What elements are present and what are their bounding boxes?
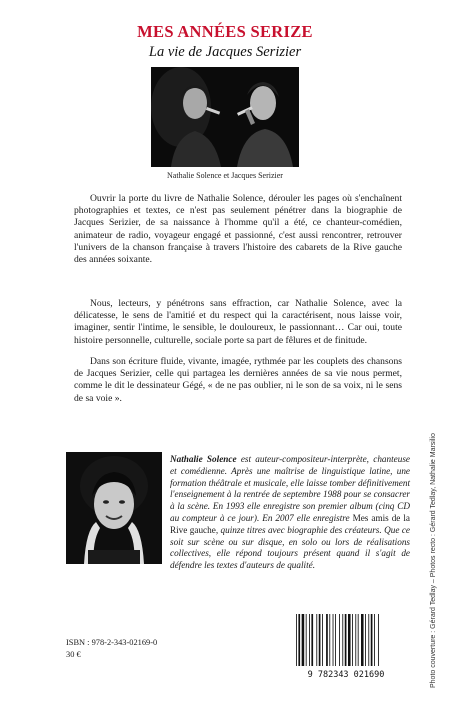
barcode-bar	[348, 614, 351, 666]
photo-credits: Photo couverture : Gérard Tedlay – Photos recto : Gérard Tedlay, Nathalie Marsilio	[430, 433, 437, 688]
author-portrait-image	[66, 452, 162, 564]
barcode-bar	[342, 614, 343, 666]
barcode-bar	[311, 614, 313, 666]
paragraph-3-text: Dans son écriture fluide, vivante, imagée, rythmée par les couplets des chansons de Jacques Serizier, celle qui partagea les dernières années de sa vie nous permet, comme le dit le dessinateur Gégé, « de ne pas oublier, ni le son de sa voix, ni le sens de sa voie ».	[74, 356, 402, 404]
album-title: Mes amis de la Rive gauche	[170, 512, 410, 535]
bio-text-part-1: est auteur-compositeur-interprète, chanteuse et comédienne. Après une maîtrise de linguistique latine, une formation théâtrale et musicale, elle laisse tomber définitivement l'enseignement à la rentrée de septembre 1988 pour se consacrer à la scène. En 1993 elle enregistre son premier album (cinq CD au compteur à ce jour). En 2007 elle enregistre	[170, 454, 410, 523]
barcode-bar	[374, 614, 375, 666]
barcode-bar	[326, 614, 328, 666]
photo-singers	[151, 67, 299, 167]
book-price: 30 €	[66, 650, 81, 659]
barcode-bar	[329, 614, 330, 666]
barcode-bar	[309, 614, 310, 666]
barcode-bar	[296, 614, 297, 666]
barcode-bar	[371, 614, 373, 666]
paragraph-1-text: Ouvrir la porte du livre de Nathalie Solence, dérouler les pages où s'enchaînent photographies et textes, ce n'est pas seulement pénétrer dans la biographie de Jacques Serizier, de sa naissance à l'homme qu'il a été, ce chanteur-comédien, animateur de radio, voyageur engagé et passionné, c'est aussi rencontrer, retrouver l'univers de la chanson française à travers l'histoire des cabarets de la Rive gauche des années soixante.	[74, 193, 402, 266]
barcode-bar	[378, 614, 379, 666]
barcode-icon	[290, 610, 402, 680]
back-cover-paragraph-3	[74, 356, 402, 405]
barcode-bar	[358, 614, 359, 666]
singers-photo-image	[151, 67, 299, 167]
barcode-bar	[368, 614, 369, 666]
isbn-barcode	[290, 610, 402, 680]
paragraph-2-text: Nous, lecteurs, y pénétrons sans effraction, car Nathalie Solence, avec la délicatesse, le sens de l'amitié et du respect qui la caractérisent, nous laisse voir, imaginer, sentir l'intime, le sensible, le douloureux, le passionnant… Car oui, toute histoire personnelle, culturelle, sociale porte sa part de fêlures et de finitude.	[74, 298, 402, 346]
book-subtitle: La vie de Jacques Serizier	[148, 44, 302, 60]
author-bio	[170, 454, 410, 572]
barcode-bar	[306, 614, 307, 666]
barcode-bar	[322, 614, 323, 666]
barcode-bar	[365, 614, 366, 666]
barcode-bar	[298, 614, 300, 666]
barcode-bar	[361, 614, 364, 666]
barcode-bar	[302, 614, 305, 666]
book-title: MES ANNÉES SERIZE	[137, 22, 313, 41]
barcode-bar	[335, 614, 336, 666]
photo-caption: Nathalie Solence et Jacques Serizier	[167, 171, 283, 180]
back-cover-paragraph-1	[74, 193, 402, 266]
back-cover-paragraph-2	[74, 298, 402, 347]
bio-text-part-2: , quinze titres avec biographie des créateurs. Que ce soit sur scène ou sur disque, en solo ou lors de réalisations collectives, elle répond toujours présent quand il s'agit de défendre les textes d'auteurs de qualité.	[170, 524, 410, 571]
barcode-bar	[339, 614, 340, 666]
barcode-number: 9 782343 021690	[307, 670, 385, 680]
barcode-bar	[352, 614, 353, 666]
author-portrait	[66, 452, 162, 564]
barcode-bar	[319, 614, 321, 666]
barcode-bar	[316, 614, 317, 666]
barcode-bar	[355, 614, 356, 666]
barcode-bar	[333, 614, 334, 666]
isbn-number: ISBN : 978-2-343-02169-0	[66, 638, 158, 647]
barcode-bar	[345, 614, 347, 666]
author-name: Nathalie Solence	[170, 454, 237, 464]
